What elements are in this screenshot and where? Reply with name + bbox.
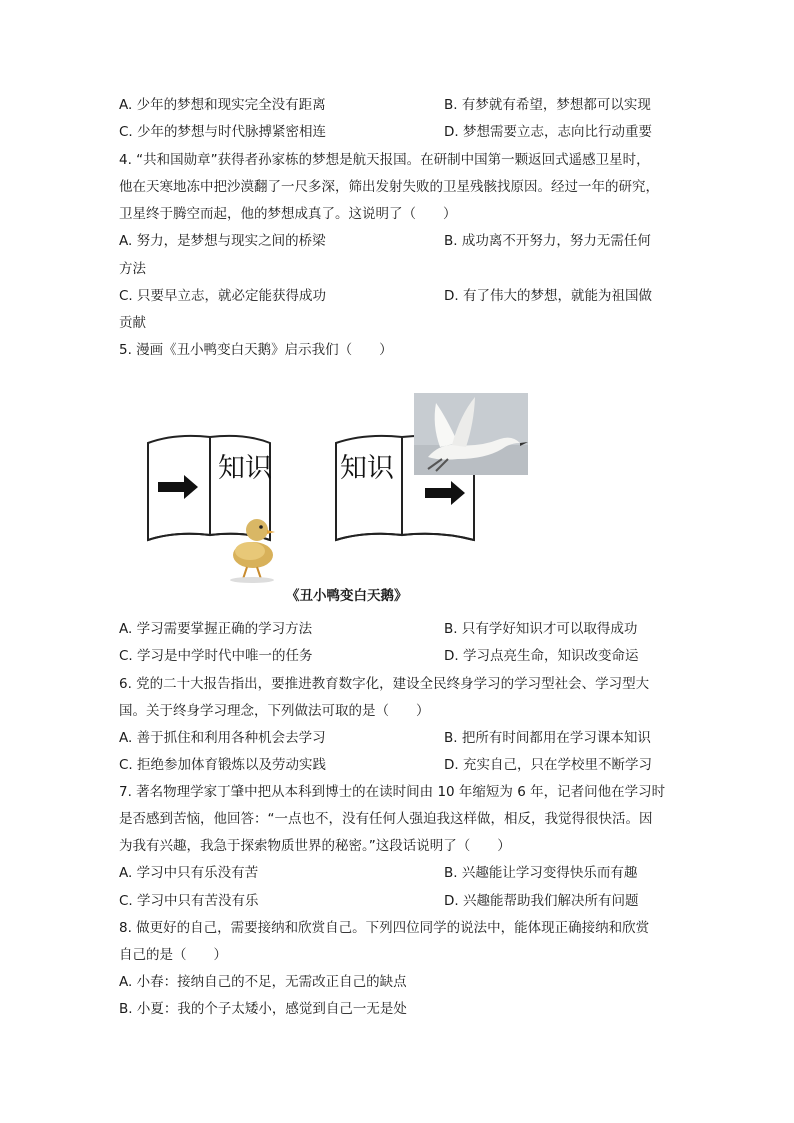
q7-stem-line1: 7. 著名物理学家丁肇中把从本科到博士的在读时间由 10 年缩短为 6 年，记者问他在学习时 — [119, 784, 666, 800]
q4-option-d: D. 有了伟大的梦想，就能为祖国做 — [444, 288, 652, 304]
q4-stem-line2: 他在天寒地冻中把沙漠翻了一尺多深，筛出发射失败的卫星残骸找原因。经过一年的研究， — [119, 179, 659, 195]
q7-option-b: B. 兴趣能让学习变得快乐而有趣 — [444, 865, 638, 881]
q7-option-d: D. 兴趣能帮助我们解决所有问题 — [444, 893, 639, 909]
q4-option-b-continued: 方法 — [119, 261, 146, 277]
q5-option-b: B. 只有学好知识才可以取得成功 — [444, 621, 638, 637]
q7-option-c: C. 学习中只有苦没有乐 — [119, 893, 259, 909]
q3-option-a: A. 少年的梦想和现实完全没有距离 — [119, 97, 326, 113]
q6-stem-line2: 国。关于终身学习理念，下列做法可取的是（ ） — [119, 703, 430, 719]
q5-option-a: A. 学习需要掌握正确的学习方法 — [119, 621, 313, 637]
q8-option-b: B. 小夏：我的个子太矮小，感觉到自己一无是处 — [119, 1001, 407, 1017]
book-right-label: 知识 — [340, 453, 394, 484]
q4-stem-line3: 卫星终于腾空而起，他的梦想成真了。这说明了（ ） — [119, 206, 457, 222]
q8-stem-line1: 8. 做更好的自己，需要接纳和欣赏自己。下列四位同学的说法中，能体现正确接纳和欣赏 — [119, 920, 650, 936]
ugly-duckling-comic — [140, 385, 540, 585]
q3-option-b: B. 有梦就有希望，梦想都可以实现 — [444, 97, 651, 113]
q4-option-c: C. 只要早立志，就必定能获得成功 — [119, 288, 327, 304]
q6-stem-line1: 6. 党的二十大报告指出，要推进教育数字化，建设全民终身学习的学习型社会、学习型大 — [119, 676, 650, 692]
q8-option-a: A. 小春：接纳自己的不足，无需改正自己的缺点 — [119, 974, 407, 990]
q4-option-a: A. 努力，是梦想与现实之间的桥梁 — [119, 233, 326, 249]
q7-stem-line2: 是否感到苦恼，他回答：“一点也不，没有任何人强迫我这样做，相反，我觉得很快活。因 — [119, 811, 653, 827]
comic-caption: 《丑小鸭变白天鹅》 — [286, 588, 408, 604]
q6-option-d: D. 充实自己，只在学校里不断学习 — [444, 757, 652, 773]
swan-photo — [414, 393, 528, 475]
q6-option-c: C. 拒绝参加体育锻炼以及劳动实践 — [119, 757, 327, 773]
q3-option-d: D. 梦想需要立志，志向比行动重要 — [444, 124, 652, 140]
q6-option-a: A. 善于抓住和利用各种机会去学习 — [119, 730, 326, 746]
q6-option-b: B. 把所有时间都用在学习课本知识 — [444, 730, 651, 746]
q7-option-a: A. 学习中只有乐没有苦 — [119, 865, 259, 881]
q8-stem-line2: 自己的是（ ） — [119, 947, 227, 963]
q4-stem-line1: 4. “共和国勋章”获得者孙家栋的梦想是航天报国。在研制中国第一颗返回式遥感卫星时， — [119, 152, 650, 168]
q5-option-d: D. 学习点亮生命，知识改变命运 — [444, 648, 639, 664]
q5-stem: 5. 漫画《丑小鸭变白天鹅》启示我们（ ） — [119, 342, 393, 358]
q5-option-c: C. 学习是中学时代中唯一的任务 — [119, 648, 313, 664]
q4-option-b: B. 成功离不开努力，努力无需任何 — [444, 233, 651, 249]
q7-stem-line3: 为我有兴趣，我急于探索物质世界的秘密。”这段话说明了（ ） — [119, 838, 511, 854]
q4-option-d-continued: 贡献 — [119, 315, 146, 331]
q3-option-c: C. 少年的梦想与时代脉搏紧密相连 — [119, 124, 327, 140]
book-left-label: 知识 — [218, 453, 272, 484]
